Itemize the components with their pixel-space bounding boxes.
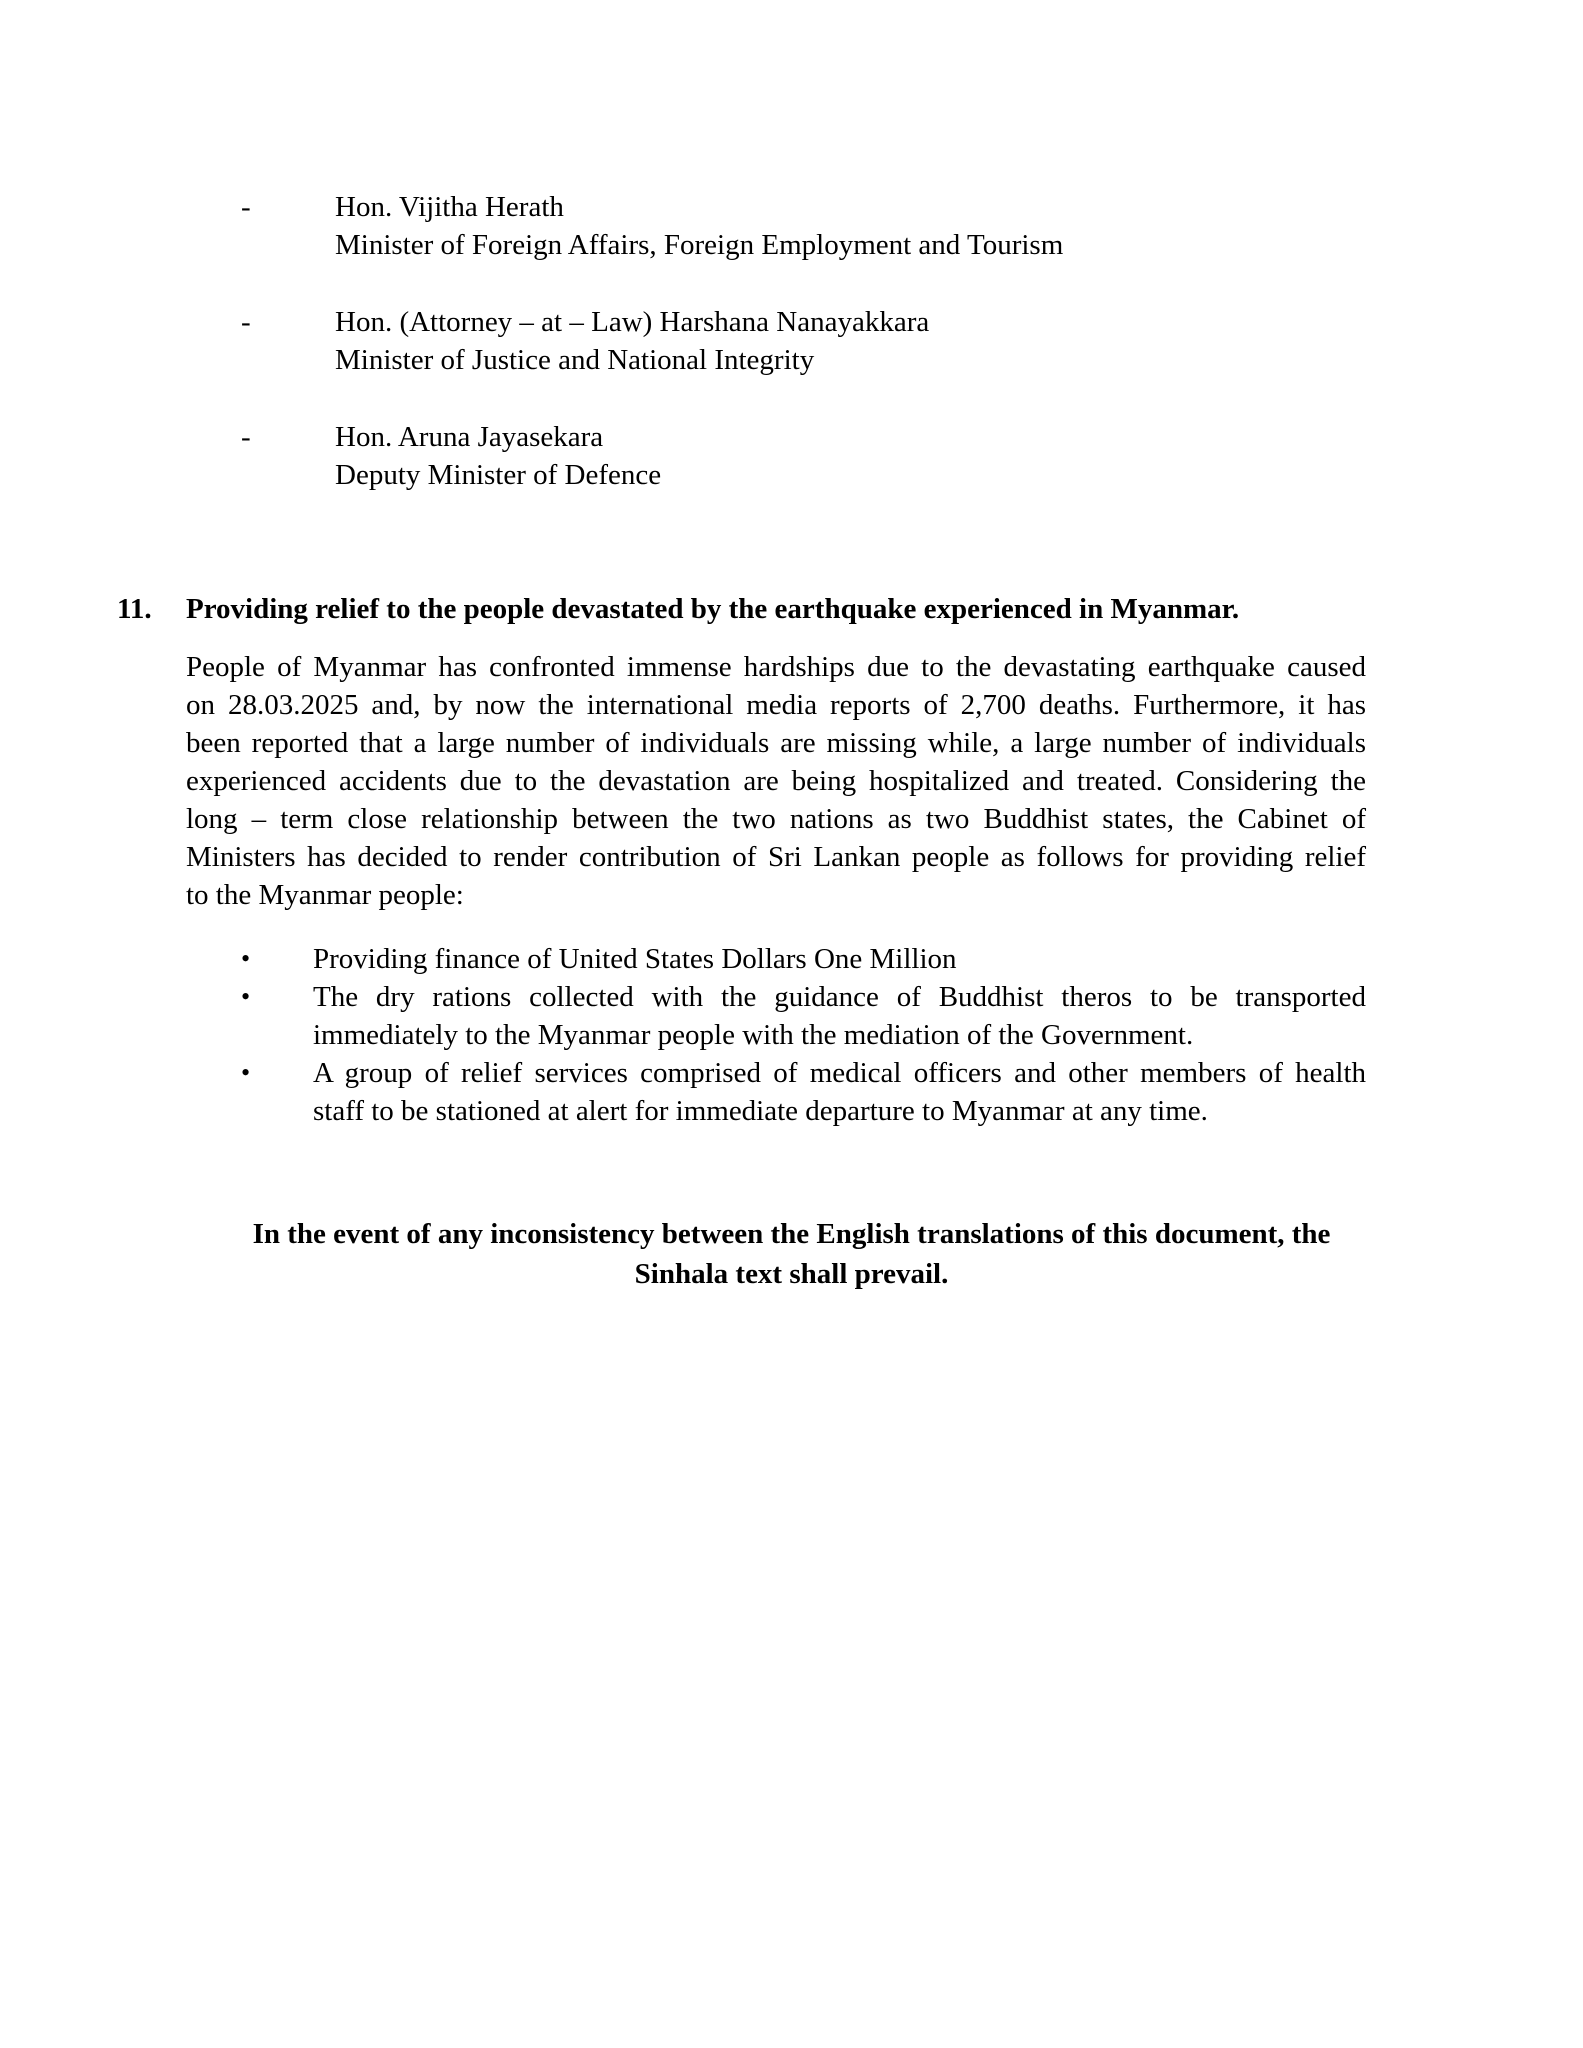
disclaimer-line: In the event of any inconsistency between the English translations of this document, the xyxy=(252,1218,1331,1250)
minister-title: Minister of Foreign Affairs, Foreign Employment and Tourism xyxy=(335,229,1064,261)
bullet-dot: • xyxy=(241,982,251,1011)
translation-disclaimer xyxy=(150,1214,1433,1294)
bullet-dot: • xyxy=(241,944,251,973)
bullet-line: The dry rations collected with the guidance of Buddhist theros to be transported xyxy=(313,981,1366,1013)
section-paragraph xyxy=(186,648,1366,914)
paragraph-line: been reported that a large number of individuals are missing while, a large number of individuals xyxy=(186,727,1366,759)
list-item xyxy=(186,940,1366,978)
bullet-line: Providing finance of United States Dollars One Million xyxy=(313,943,957,975)
paragraph-line: long – term close relationship between the two nations as two Buddhist states, the Cabinet of xyxy=(186,803,1366,835)
minister-title: Deputy Minister of Defence xyxy=(335,459,662,491)
list-dash: - xyxy=(241,306,251,338)
bullet-line: A group of relief services comprised of medical officers and other members of health xyxy=(313,1057,1366,1089)
paragraph-line: People of Myanmar has confronted immense hardships due to the devastating earthquake caused xyxy=(186,651,1366,683)
bullet-dot: • xyxy=(241,1058,251,1087)
paragraph-line: experienced accidents due to the devastation are being hospitalized and treated. Considering the xyxy=(186,765,1366,797)
list-item xyxy=(186,1054,1366,1130)
list-dash: - xyxy=(241,421,251,453)
minister-name: Hon. Vijitha Herath xyxy=(335,191,564,223)
list-item xyxy=(186,978,1366,1054)
disclaimer-line: Sinhala text shall prevail. xyxy=(634,1258,949,1290)
paragraph-line: to the Myanmar people: xyxy=(186,879,464,911)
minister-name: Hon. (Attorney – at – Law) Harshana Nanayakkara xyxy=(335,306,930,338)
bullet-line: immediately to the Myanmar people with the mediation of the Government. xyxy=(313,1019,1194,1051)
list-dash: - xyxy=(241,191,251,223)
bullet-line: staff to be stationed at alert for immediate departure to Myanmar at any time. xyxy=(313,1095,1208,1127)
paragraph-line: on 28.03.2025 and, by now the international media reports of 2,700 deaths. Furthermore, it has xyxy=(186,689,1366,721)
paragraph-line: Ministers has decided to render contribution of Sri Lankan people as follows for providing relief xyxy=(186,841,1366,873)
minister-title: Minister of Justice and National Integrity xyxy=(335,344,815,376)
minister-name: Hon. Aruna Jayasekara xyxy=(335,421,604,453)
section-number: 11. xyxy=(117,593,152,625)
section-title: Providing relief to the people devastated by the earthquake experienced in Myanmar. xyxy=(186,593,1240,625)
relief-bullet-list xyxy=(186,940,1366,1130)
